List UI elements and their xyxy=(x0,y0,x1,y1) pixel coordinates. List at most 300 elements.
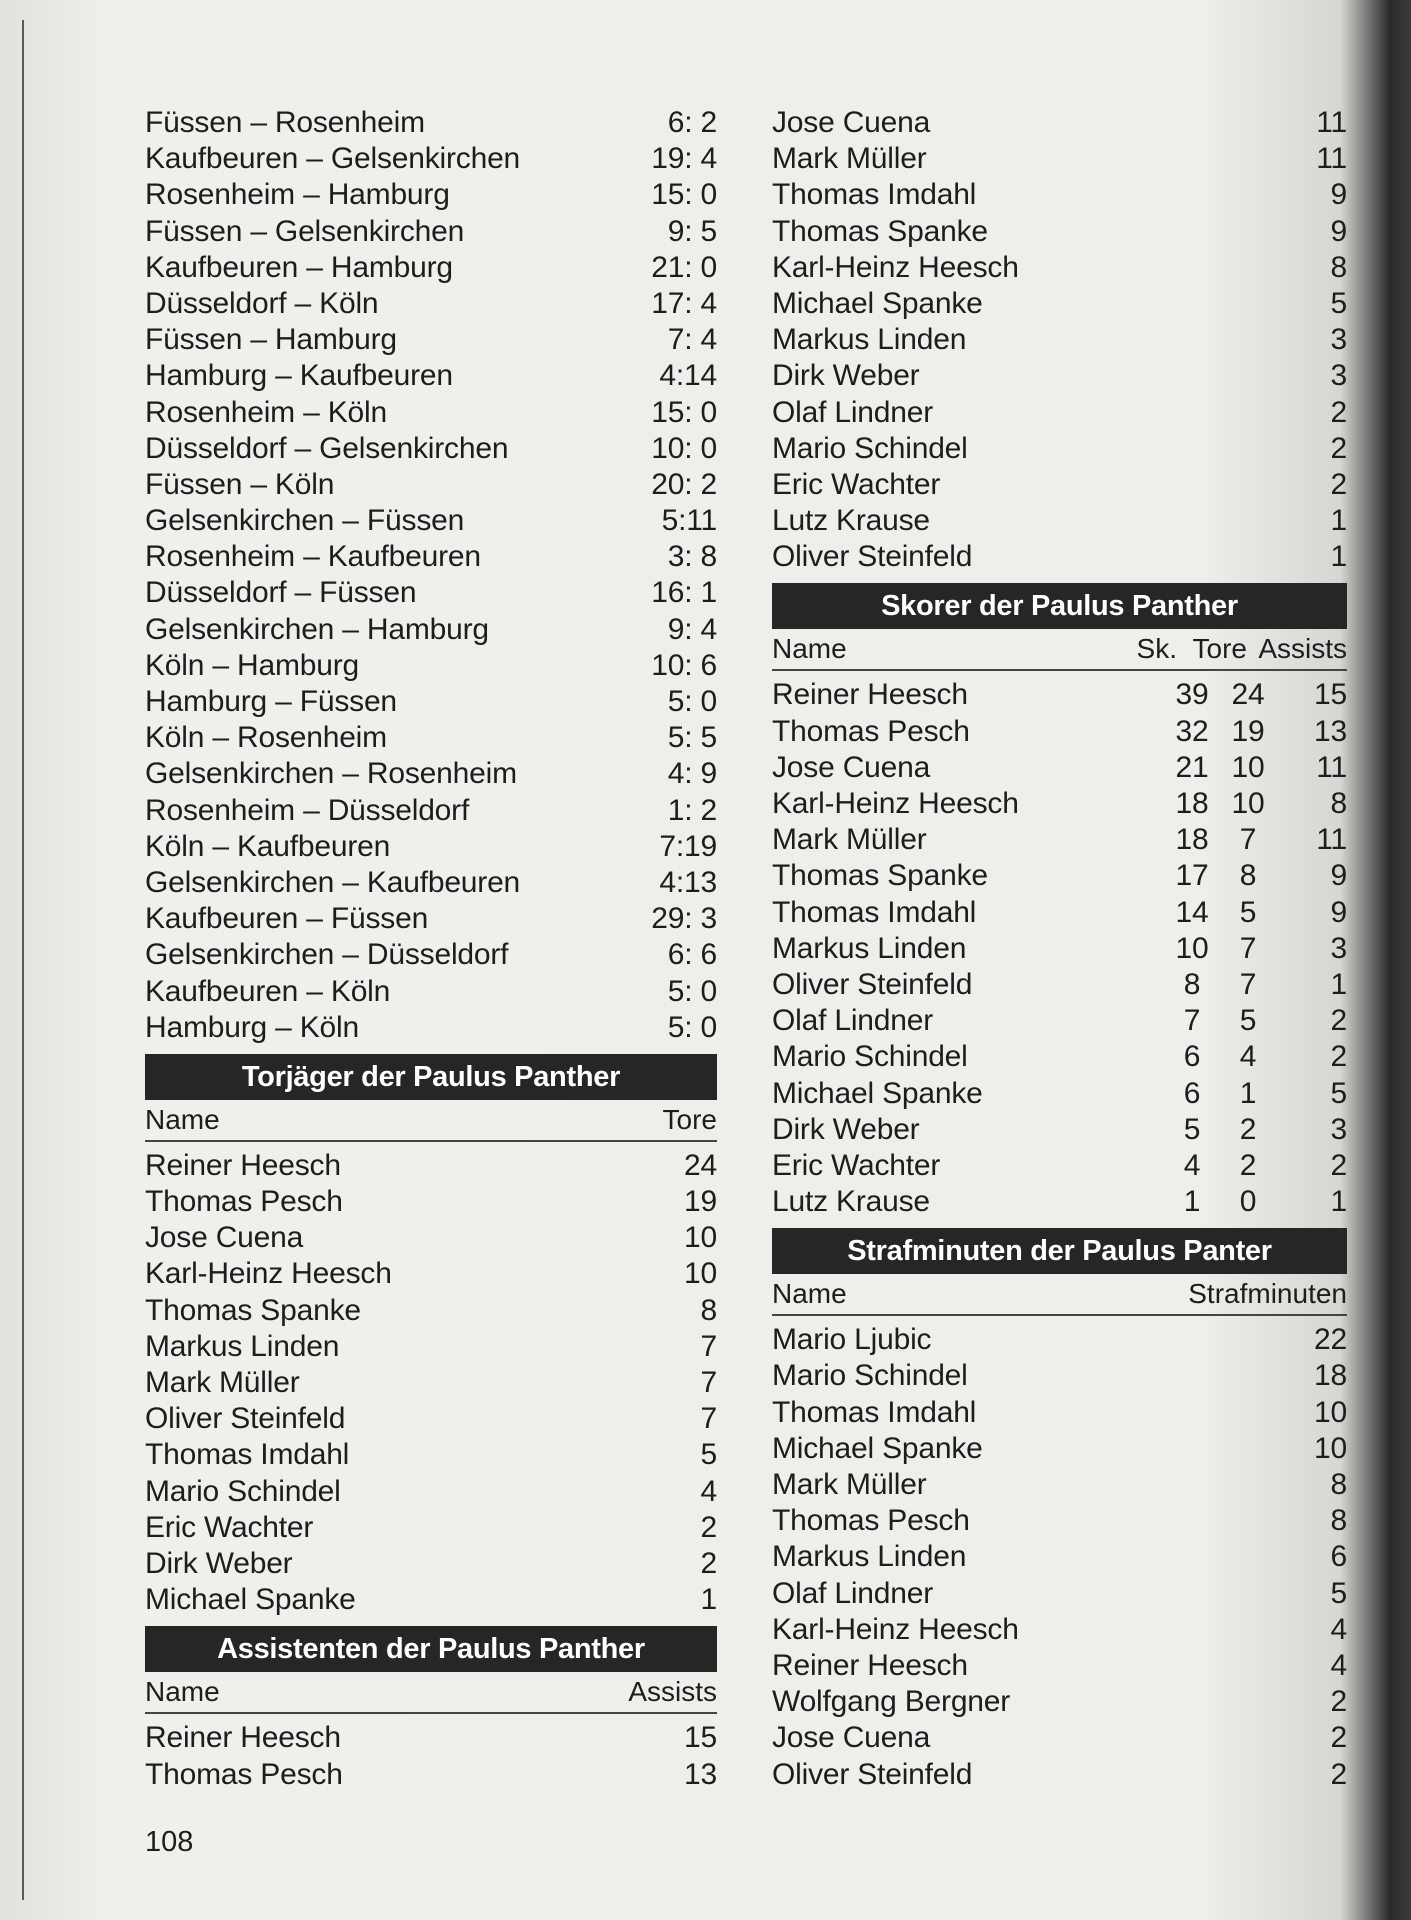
strafminuten-name: Markus Linden xyxy=(772,1540,967,1574)
match-teams: Füssen – Köln xyxy=(145,467,335,501)
assistenten-name: Reiner Heesch xyxy=(145,1721,341,1755)
assistenten-value: 9 xyxy=(1330,214,1347,248)
strafminuten-name: Thomas Pesch xyxy=(772,1504,970,1538)
match-score: 5:11 xyxy=(661,504,717,538)
page-edge-line xyxy=(22,20,24,1900)
assistenten-value: 2 xyxy=(1330,395,1347,429)
torjaeger-name: Thomas Pesch xyxy=(145,1185,343,1219)
skorer-name: Jose Cuena xyxy=(772,750,931,784)
skorer-name: Thomas Pesch xyxy=(772,714,970,748)
skorer-tore: 7 xyxy=(1239,823,1257,857)
strafminuten-name: Jose Cuena xyxy=(772,1721,931,1755)
strafminuten-row xyxy=(772,1358,1347,1394)
match-score: 9: 4 xyxy=(667,612,717,646)
skorer-col-sk: Sk. xyxy=(1136,633,1177,665)
match-row xyxy=(145,612,717,648)
assistenten-name: Mario Schindel xyxy=(772,431,968,465)
match-teams: Hamburg – Köln xyxy=(145,1010,359,1044)
assistenten-row xyxy=(772,539,1347,575)
match-row xyxy=(145,901,717,937)
skorer-sk: 32 xyxy=(1175,714,1209,748)
skorer-row xyxy=(772,1148,1347,1184)
skorer-name: Oliver Steinfeld xyxy=(772,967,973,1001)
skorer-tore: 8 xyxy=(1239,859,1257,893)
torjaeger-row xyxy=(145,1582,717,1618)
assistenten-header xyxy=(145,1672,717,1714)
assistenten-row xyxy=(772,214,1347,250)
match-teams: Hamburg – Kaufbeuren xyxy=(145,359,453,393)
skorer-name: Eric Wachter xyxy=(772,1148,941,1182)
match-score: 10: 0 xyxy=(651,431,717,465)
match-teams: Köln – Rosenheim xyxy=(145,721,387,755)
match-teams: Kaufbeuren – Gelsenkirchen xyxy=(145,142,521,176)
strafminuten-value: 10 xyxy=(1314,1431,1347,1465)
assistenten-value: 11 xyxy=(1316,106,1347,139)
strafminuten-name: Wolfgang Bergner xyxy=(772,1685,1011,1719)
match-row xyxy=(145,141,717,177)
torjaeger-value: 7 xyxy=(700,1402,717,1436)
match-score: 4:13 xyxy=(659,865,717,899)
assistenten-row xyxy=(772,431,1347,467)
skorer-tore: 19 xyxy=(1231,714,1265,748)
match-score: 1: 2 xyxy=(667,793,717,827)
skorer-section xyxy=(772,583,1347,1220)
torjaeger-row xyxy=(145,1329,717,1365)
assistenten-name: Eric Wachter xyxy=(772,467,941,501)
skorer-tore: 2 xyxy=(1239,1148,1257,1182)
match-teams: Düsseldorf – Füssen xyxy=(145,576,417,610)
strafminuten-value: 8 xyxy=(1330,1468,1347,1501)
strafminuten-row xyxy=(772,1576,1347,1612)
skorer-assists: 11 xyxy=(1316,823,1347,857)
skorer-sk: 8 xyxy=(1183,967,1201,1001)
strafminuten-row xyxy=(772,1395,1347,1431)
strafminuten-value: 8 xyxy=(1330,1504,1347,1538)
skorer-sk: 39 xyxy=(1175,678,1209,712)
skorer-sk: 21 xyxy=(1175,750,1209,784)
match-teams: Füssen – Gelsenkirchen xyxy=(145,214,465,248)
skorer-row xyxy=(772,822,1347,858)
strafminuten-row xyxy=(772,1503,1347,1539)
skorer-assists: 9 xyxy=(1330,859,1347,893)
assistenten-name: Oliver Steinfeld xyxy=(772,540,973,574)
skorer-assists: 11 xyxy=(1316,750,1347,784)
assistenten-title: Assistenten der Paulus Panther xyxy=(145,1626,717,1672)
match-row xyxy=(145,395,717,431)
match-score: 17: 4 xyxy=(651,286,717,320)
assistenten-name: Dirk Weber xyxy=(772,359,920,393)
skorer-tore: 5 xyxy=(1239,895,1257,929)
right-column xyxy=(772,105,1347,1793)
skorer-sk: 18 xyxy=(1175,787,1209,820)
match-row xyxy=(145,756,717,792)
skorer-tore: 5 xyxy=(1239,1004,1257,1038)
assistenten-row xyxy=(772,395,1347,431)
match-teams: Köln – Kaufbeuren xyxy=(145,829,391,863)
strafminuten-value: 10 xyxy=(1314,1395,1347,1429)
torjaeger-name: Karl-Heinz Heesch xyxy=(145,1257,392,1291)
match-score: 5: 0 xyxy=(667,1010,717,1044)
strafminuten-col-value: Strafminuten xyxy=(1188,1278,1347,1310)
skorer-sk: 14 xyxy=(1175,895,1209,929)
assistenten-name: Olaf Lindner xyxy=(772,395,934,429)
strafminuten-name: Reiner Heesch xyxy=(772,1648,968,1682)
match-row xyxy=(145,358,717,394)
match-teams: Rosenheim – Köln xyxy=(145,395,387,429)
match-score: 6: 6 xyxy=(667,938,717,972)
strafminuten-header xyxy=(772,1274,1347,1316)
match-score: 29: 3 xyxy=(651,902,717,936)
strafminuten-row xyxy=(772,1757,1347,1793)
skorer-row xyxy=(772,786,1347,822)
skorer-name: Thomas Spanke xyxy=(772,859,988,893)
match-score: 15: 0 xyxy=(651,178,717,212)
strafminuten-title: Strafminuten der Paulus Panter xyxy=(772,1228,1347,1274)
strafminuten-row xyxy=(772,1684,1347,1720)
torjaeger-name: Mario Schindel xyxy=(145,1474,341,1508)
strafminuten-name: Thomas Imdahl xyxy=(772,1395,977,1429)
skorer-name: Markus Linden xyxy=(772,931,967,965)
assistenten-table-left xyxy=(145,1720,717,1792)
assistenten-name: Thomas Spanke xyxy=(772,214,988,248)
strafminuten-row xyxy=(772,1720,1347,1756)
match-row xyxy=(145,648,717,684)
match-score: 6: 2 xyxy=(667,106,717,139)
torjaeger-col-tore: Tore xyxy=(662,1103,717,1135)
torjaeger-row xyxy=(145,1401,717,1437)
match-teams: Kaufbeuren – Köln xyxy=(145,974,391,1008)
assistenten-value: 1 xyxy=(1330,504,1347,538)
assistenten-row xyxy=(772,250,1347,286)
skorer-tore: 7 xyxy=(1239,967,1257,1001)
strafminuten-row xyxy=(772,1648,1347,1684)
match-score: 19: 4 xyxy=(651,142,717,176)
skorer-col-assists: Assists xyxy=(1258,633,1347,665)
skorer-assists: 5 xyxy=(1330,1076,1347,1110)
skorer-sk: 6 xyxy=(1183,1076,1201,1110)
torjaeger-value: 4 xyxy=(700,1474,717,1508)
assistenten-name: Markus Linden xyxy=(772,323,967,357)
strafminuten-value: 22 xyxy=(1314,1323,1347,1357)
assistenten-row xyxy=(145,1757,717,1793)
match-row xyxy=(145,177,717,213)
assistenten-table-right xyxy=(772,105,1347,575)
skorer-tore: 0 xyxy=(1239,1185,1257,1219)
match-teams: Gelsenkirchen – Füssen xyxy=(145,504,465,538)
assistenten-value: 13 xyxy=(684,1757,717,1791)
torjaeger-row xyxy=(145,1510,717,1546)
match-row xyxy=(145,865,717,901)
strafminuten-name: Mario Schindel xyxy=(772,1359,968,1393)
match-row xyxy=(145,539,717,575)
skorer-tore: 1 xyxy=(1239,1076,1257,1110)
match-teams: Kaufbeuren – Hamburg xyxy=(145,250,453,284)
assistenten-name: Karl-Heinz Heesch xyxy=(772,250,1019,284)
match-teams: Gelsenkirchen – Kaufbeuren xyxy=(145,865,521,899)
skorer-tore: 10 xyxy=(1231,750,1265,784)
strafminuten-col-name: Name xyxy=(772,1278,847,1310)
torjaeger-value: 1 xyxy=(700,1583,717,1617)
skorer-name: Karl-Heinz Heesch xyxy=(772,787,1019,820)
skorer-assists: 2 xyxy=(1330,1004,1347,1038)
skorer-tore: 4 xyxy=(1239,1040,1257,1074)
torjaeger-row xyxy=(145,1474,717,1510)
match-row xyxy=(145,250,717,286)
match-row xyxy=(145,467,717,503)
torjaeger-table xyxy=(145,1148,717,1618)
torjaeger-name: Oliver Steinfeld xyxy=(145,1402,346,1436)
assistenten-name: Thomas Imdahl xyxy=(772,178,977,212)
strafminuten-row xyxy=(772,1431,1347,1467)
assistenten-row xyxy=(145,1720,717,1756)
assistenten-row xyxy=(772,177,1347,213)
torjaeger-value: 10 xyxy=(684,1221,717,1255)
match-row xyxy=(145,431,717,467)
strafminuten-row xyxy=(772,1612,1347,1648)
skorer-name: Olaf Lindner xyxy=(772,1004,934,1038)
skorer-assists: 1 xyxy=(1330,1185,1347,1219)
skorer-row xyxy=(772,1112,1347,1148)
match-teams: Köln – Hamburg xyxy=(145,648,359,682)
match-teams: Gelsenkirchen – Hamburg xyxy=(145,612,489,646)
skorer-sk: 18 xyxy=(1175,823,1209,857)
assistenten-name: Lutz Krause xyxy=(772,504,930,538)
match-row xyxy=(145,1010,717,1046)
assistenten-value: 2 xyxy=(1330,467,1347,501)
torjaeger-name: Markus Linden xyxy=(145,1329,340,1363)
assistenten-value: 11 xyxy=(1316,142,1347,176)
assistenten-value: 15 xyxy=(684,1721,717,1755)
skorer-tore: 10 xyxy=(1231,787,1265,820)
match-score: 7: 4 xyxy=(667,323,717,357)
assistenten-col-assists: Assists xyxy=(628,1676,717,1708)
torjaeger-title: Torjäger der Paulus Panther xyxy=(145,1054,717,1100)
torjaeger-name: Eric Wachter xyxy=(145,1510,314,1544)
torjaeger-name: Thomas Imdahl xyxy=(145,1438,350,1472)
strafminuten-name: Michael Spanke xyxy=(772,1431,983,1465)
skorer-name: Mario Schindel xyxy=(772,1040,968,1074)
assistenten-value: 5 xyxy=(1330,286,1347,320)
torjaeger-name: Mark Müller xyxy=(145,1366,300,1399)
strafminuten-row xyxy=(772,1467,1347,1503)
skorer-row xyxy=(772,967,1347,1003)
match-teams: Füssen – Rosenheim xyxy=(145,106,425,139)
torjaeger-value: 2 xyxy=(700,1546,717,1580)
torjaeger-name: Thomas Spanke xyxy=(145,1293,361,1327)
match-score: 5: 0 xyxy=(667,685,717,718)
torjaeger-value: 7 xyxy=(700,1329,717,1363)
skorer-row xyxy=(772,1039,1347,1075)
skorer-header xyxy=(772,629,1347,671)
match-results-list xyxy=(145,105,717,1046)
match-score: 15: 0 xyxy=(651,395,717,429)
assistenten-value: 9 xyxy=(1330,178,1347,212)
strafminuten-value: 4 xyxy=(1330,1648,1347,1682)
torjaeger-value: 2 xyxy=(700,1510,717,1544)
torjaeger-name: Michael Spanke xyxy=(145,1583,356,1617)
skorer-tore: 24 xyxy=(1231,678,1265,712)
torjaeger-value: 8 xyxy=(700,1293,717,1327)
skorer-row xyxy=(772,677,1347,713)
torjaeger-row xyxy=(145,1365,717,1401)
strafminuten-name: Mario Ljubic xyxy=(772,1323,932,1357)
torjaeger-row xyxy=(145,1546,717,1582)
skorer-name: Mark Müller xyxy=(772,823,927,857)
assistenten-name: Michael Spanke xyxy=(772,286,983,320)
skorer-col-tore: Tore xyxy=(1192,633,1247,665)
assistenten-value: 8 xyxy=(1330,250,1347,284)
assistenten-value: 3 xyxy=(1330,359,1347,393)
skorer-sk: 10 xyxy=(1175,931,1209,965)
match-row xyxy=(145,105,717,141)
strafminuten-value: 18 xyxy=(1314,1359,1347,1393)
skorer-name: Michael Spanke xyxy=(772,1076,983,1110)
torjaeger-value: 10 xyxy=(684,1257,717,1291)
match-teams: Rosenheim – Hamburg xyxy=(145,178,450,212)
skorer-name: Lutz Krause xyxy=(772,1185,930,1219)
match-score: 5: 5 xyxy=(667,721,717,755)
strafminuten-value: 4 xyxy=(1330,1612,1347,1646)
skorer-name: Thomas Imdahl xyxy=(772,895,977,929)
match-teams: Füssen – Hamburg xyxy=(145,323,397,357)
strafminuten-value: 6 xyxy=(1330,1540,1347,1574)
torjaeger-value: 5 xyxy=(700,1438,717,1472)
match-row xyxy=(145,503,717,539)
skorer-tore: 2 xyxy=(1239,1112,1257,1146)
strafminuten-name: Karl-Heinz Heesch xyxy=(772,1612,1019,1646)
assistenten-row xyxy=(772,503,1347,539)
match-score: 3: 8 xyxy=(667,540,717,574)
skorer-table xyxy=(772,677,1347,1220)
skorer-row xyxy=(772,1076,1347,1112)
skorer-tore: 7 xyxy=(1239,931,1257,965)
strafminuten-value: 5 xyxy=(1330,1576,1347,1610)
strafminuten-table xyxy=(772,1322,1347,1792)
skorer-row xyxy=(772,750,1347,786)
match-teams: Düsseldorf – Köln xyxy=(145,286,379,320)
torjaeger-row xyxy=(145,1184,717,1220)
assistenten-row xyxy=(772,286,1347,322)
torjaeger-col-name: Name xyxy=(145,1103,220,1135)
strafminuten-value: 2 xyxy=(1330,1721,1347,1755)
assistenten-row xyxy=(772,105,1347,141)
match-teams: Rosenheim – Düsseldorf xyxy=(145,793,470,827)
match-score: 9: 5 xyxy=(667,214,717,248)
torjaeger-value: 24 xyxy=(684,1148,717,1182)
skorer-row xyxy=(772,895,1347,931)
assistenten-name: Mark Müller xyxy=(772,142,927,176)
assistenten-value: 3 xyxy=(1330,323,1347,357)
match-row xyxy=(145,322,717,358)
assistenten-row xyxy=(772,467,1347,503)
skorer-assists: 2 xyxy=(1330,1040,1347,1074)
skorer-name: Dirk Weber xyxy=(772,1112,920,1146)
assistenten-col-name: Name xyxy=(145,1676,220,1708)
match-row xyxy=(145,214,717,250)
torjaeger-row xyxy=(145,1148,717,1184)
torjaeger-row xyxy=(145,1256,717,1292)
page-number: 108 xyxy=(145,1826,194,1858)
match-row xyxy=(145,684,717,720)
torjaeger-name: Jose Cuena xyxy=(145,1221,304,1255)
match-score: 10: 6 xyxy=(651,648,717,682)
strafminuten-name: Oliver Steinfeld xyxy=(772,1757,973,1791)
assistenten-name: Jose Cuena xyxy=(772,106,931,139)
assistenten-name: Thomas Pesch xyxy=(145,1757,343,1791)
match-score: 7:19 xyxy=(659,829,717,863)
skorer-assists: 13 xyxy=(1314,714,1347,748)
torjaeger-header xyxy=(145,1100,717,1142)
match-score: 21: 0 xyxy=(651,250,717,284)
skorer-sk: 17 xyxy=(1175,859,1209,893)
skorer-assists: 15 xyxy=(1314,678,1347,712)
strafminuten-name: Mark Müller xyxy=(772,1468,927,1501)
torjaeger-value: 19 xyxy=(684,1185,717,1219)
match-row xyxy=(145,575,717,611)
match-row xyxy=(145,974,717,1010)
torjaeger-name: Reiner Heesch xyxy=(145,1148,341,1182)
skorer-name: Reiner Heesch xyxy=(772,678,968,712)
match-row xyxy=(145,829,717,865)
skorer-sk: 1 xyxy=(1183,1185,1201,1219)
match-teams: Rosenheim – Kaufbeuren xyxy=(145,540,481,574)
torjaeger-name: Dirk Weber xyxy=(145,1546,293,1580)
skorer-sk: 4 xyxy=(1183,1148,1201,1182)
match-score: 20: 2 xyxy=(651,467,717,501)
match-teams: Hamburg – Füssen xyxy=(145,685,397,718)
match-teams: Kaufbeuren – Füssen xyxy=(145,902,429,936)
skorer-assists: 9 xyxy=(1330,895,1347,929)
match-row xyxy=(145,720,717,756)
skorer-sk: 5 xyxy=(1183,1112,1201,1146)
torjaeger-row xyxy=(145,1293,717,1329)
skorer-row xyxy=(772,858,1347,894)
torjaeger-row xyxy=(145,1437,717,1473)
assistenten-row xyxy=(772,358,1347,394)
skorer-assists: 2 xyxy=(1330,1148,1347,1182)
skorer-assists: 3 xyxy=(1330,931,1347,965)
match-teams: Gelsenkirchen – Rosenheim xyxy=(145,757,517,791)
skorer-row xyxy=(772,714,1347,750)
left-column xyxy=(145,105,717,1793)
match-row xyxy=(145,793,717,829)
skorer-assists: 8 xyxy=(1330,787,1347,820)
strafminuten-row xyxy=(772,1322,1347,1358)
assistenten-row xyxy=(772,322,1347,358)
assistenten-value: 1 xyxy=(1330,540,1347,574)
skorer-row xyxy=(772,931,1347,967)
assistenten-value: 2 xyxy=(1330,431,1347,465)
skorer-col-name: Name xyxy=(772,633,847,665)
torjaeger-row xyxy=(145,1220,717,1256)
match-teams: Gelsenkirchen – Düsseldorf xyxy=(145,938,509,972)
skorer-title: Skorer der Paulus Panther xyxy=(772,583,1347,629)
match-score: 4:14 xyxy=(659,359,717,393)
strafminuten-name: Olaf Lindner xyxy=(772,1576,934,1610)
skorer-sk: 6 xyxy=(1183,1040,1201,1074)
match-score: 5: 0 xyxy=(667,974,717,1008)
match-teams: Düsseldorf – Gelsenkirchen xyxy=(145,431,509,465)
match-score: 4: 9 xyxy=(667,757,717,791)
assistenten-row xyxy=(772,141,1347,177)
skorer-sk: 7 xyxy=(1183,1004,1201,1038)
match-row xyxy=(145,286,717,322)
skorer-assists: 1 xyxy=(1330,967,1347,1001)
match-row xyxy=(145,937,717,973)
strafminuten-value: 2 xyxy=(1330,1685,1347,1719)
skorer-row xyxy=(772,1003,1347,1039)
strafminuten-row xyxy=(772,1539,1347,1575)
